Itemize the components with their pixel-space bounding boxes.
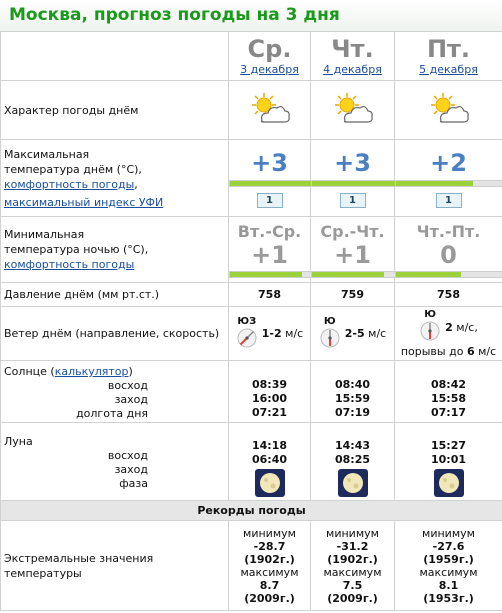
- rec-min-year: (1959г.): [423, 552, 474, 566]
- day-length: 07:19: [334, 406, 370, 419]
- weather-char-row: [1, 81, 502, 140]
- min-temp-row: [1, 217, 502, 283]
- min-temp-value: 0: [440, 240, 457, 269]
- night-period-label: Ср.-Чт.: [320, 221, 385, 241]
- uv-index-badge: 1: [257, 193, 283, 208]
- records-header-row: [1, 501, 502, 521]
- min-temp-cell: [395, 217, 502, 283]
- records-row: [1, 521, 502, 611]
- moonrise-time: 14:43: [334, 439, 370, 452]
- night-period-label: Чт.-Пт.: [416, 221, 481, 241]
- comfort-bar: [395, 180, 502, 187]
- wind-dir-block: [236, 316, 258, 352]
- max-temp-label-line1: Максимальная: [4, 147, 90, 161]
- moon-phase-icon: [255, 469, 285, 497]
- comma: ,: [134, 177, 138, 191]
- records-cell: [229, 521, 311, 611]
- night-comfort-link[interactable]: комфортность погоды: [4, 258, 135, 271]
- day-header: [229, 32, 311, 81]
- forecast-table: [0, 31, 502, 611]
- sun-calculator-link[interactable]: калькулятор: [54, 365, 129, 378]
- min-temp-cell: [229, 217, 311, 283]
- wind-content: [229, 316, 310, 352]
- sunrise-time: 08:42: [430, 378, 466, 391]
- rec-max-year: (2009г.): [244, 591, 295, 605]
- day-date-link[interactable]: 5 декабря: [419, 63, 478, 76]
- sunset-time: 16:00: [251, 392, 287, 405]
- wind-gusts-line: [395, 345, 502, 358]
- moon-label-cell: [1, 423, 229, 501]
- night-comfort-bar: [395, 271, 502, 278]
- extreme-label-line1: Экстремальные значения: [4, 551, 154, 565]
- sunset-label: заход: [114, 393, 148, 406]
- comfort-link[interactable]: комфортность погоды: [4, 177, 135, 191]
- min-temp-label-line2: температура ночью (°С),: [4, 243, 149, 256]
- comfort-bar-fill: [230, 181, 314, 186]
- wind-direction-icon: [236, 327, 258, 349]
- min-temp-label: [1, 217, 229, 283]
- day-name: Ср.: [247, 35, 292, 63]
- max-temp-cell: [395, 140, 502, 217]
- moonset-time: 10:01: [430, 453, 466, 466]
- moon-cell: [229, 423, 311, 501]
- wind-direction-icon: [319, 327, 341, 349]
- sunset-time: 15:58: [430, 392, 466, 405]
- max-temp-row: [1, 140, 502, 217]
- wind-direction: Ю: [323, 315, 336, 327]
- rec-max-year: (2009г.): [327, 591, 378, 605]
- sunset-time: 15:59: [334, 392, 370, 405]
- wind-unit: м/с: [285, 327, 304, 340]
- moon-cell: [311, 423, 395, 501]
- night-comfort-bar-fill: [396, 272, 461, 277]
- wind-gusts-unit: м/с: [478, 345, 497, 358]
- day-name: Пт.: [426, 35, 471, 63]
- wind-speed: 2-5: [344, 327, 365, 340]
- uv-index-badge: 1: [340, 193, 366, 208]
- header-empty-cell: [1, 32, 229, 81]
- moonset-time: 08:25: [334, 453, 370, 466]
- rec-max-value: 7.5: [342, 578, 363, 592]
- comfort-link-line: [4, 177, 228, 192]
- day-date-link[interactable]: 4 декабря: [323, 63, 382, 76]
- sun-label-cell: [1, 361, 229, 423]
- wind-cell: [311, 307, 395, 361]
- day-header: [311, 32, 395, 81]
- rec-max-value: 8.1: [438, 578, 459, 592]
- wind-speed-block: [262, 327, 303, 340]
- pressure-value: 759: [311, 283, 395, 307]
- sun-row: [1, 361, 502, 423]
- wind-cell: [229, 307, 311, 361]
- rec-min-year: (1902г.): [327, 552, 378, 566]
- rec-min-label: минимум: [326, 526, 379, 540]
- night-comfort-link-line: [4, 257, 228, 272]
- sun-cell: [395, 361, 502, 423]
- wind-direction: ЮЗ: [237, 315, 257, 327]
- day-name: Чт.: [331, 35, 374, 63]
- pressure-row: [1, 283, 502, 307]
- max-temp-label: [1, 140, 229, 217]
- night-period-label: Вт.-Ср.: [237, 221, 302, 241]
- wind-unit: м/с: [368, 327, 387, 340]
- moon-cell: [395, 423, 502, 501]
- min-temp-value: +1: [334, 240, 371, 269]
- comfort-bar-fill: [312, 181, 396, 186]
- weather-icon-cell: [229, 81, 311, 140]
- sunrise-time: 08:39: [251, 378, 287, 391]
- wind-direction: Ю: [424, 309, 437, 320]
- rec-max-value: 8.7: [259, 578, 280, 592]
- moonrise-time: 14:18: [251, 439, 287, 452]
- pressure-value: 758: [395, 283, 502, 307]
- day-length: 07:21: [251, 406, 287, 419]
- extreme-label: [1, 521, 229, 611]
- min-temp-cell: [311, 217, 395, 283]
- weather-icon-cell: [395, 81, 502, 140]
- sun-prefix: Солнце (: [4, 365, 55, 378]
- records-cell: [395, 521, 502, 611]
- moon-phase-icon: [338, 469, 368, 497]
- rec-max-year: (1953г.): [423, 591, 474, 605]
- moonset-time: 06:40: [251, 453, 287, 466]
- pressure-label: Давление днём (мм рт.ст.): [1, 283, 229, 307]
- min-temp-label-line1: Минимальная: [4, 228, 85, 241]
- sunrise-time: 08:40: [334, 378, 370, 391]
- rec-max-label: максимум: [419, 565, 478, 579]
- max-temp-value: +3: [251, 148, 288, 177]
- max-temp-cell: [229, 140, 311, 217]
- moon-title: Луна: [4, 435, 33, 448]
- days-header-row: [1, 32, 502, 81]
- extreme-label-line2: температуры: [4, 566, 82, 580]
- rec-max-label: максимум: [240, 565, 299, 579]
- sun-title-line: [4, 364, 228, 379]
- wind-cell: [395, 307, 502, 361]
- sun-cell: [229, 361, 311, 423]
- day-length-label: долгота дня: [76, 407, 148, 420]
- wind-content: [311, 316, 394, 352]
- sun-behind-cloud-icon: [248, 91, 292, 127]
- wind-label: Ветер днём (направление, скорость): [1, 307, 229, 361]
- wind-speed-block: [345, 327, 386, 340]
- sun-behind-cloud-icon: [427, 91, 471, 127]
- records-cell: [311, 521, 395, 611]
- rec-min-value: -28.7: [253, 539, 286, 553]
- moonrise-label: восход: [107, 449, 148, 462]
- day-date-link[interactable]: 3 декабря: [240, 63, 299, 76]
- night-comfort-bar-fill: [230, 272, 302, 277]
- uv-index-link[interactable]: максимальный индекс УФИ: [4, 195, 164, 209]
- uv-link-line: [4, 195, 228, 210]
- sunrise-label: восход: [107, 379, 148, 392]
- moonset-label: заход: [114, 463, 148, 476]
- moon-phase-icon: [434, 469, 464, 497]
- comfort-bar-fill: [396, 181, 473, 186]
- wind-dir-block: [419, 309, 441, 345]
- moonrise-time: 15:27: [430, 439, 466, 452]
- page-title: Москва, прогноз погоды на 3 дня: [0, 0, 502, 31]
- wind-speed-block: [445, 321, 478, 334]
- rec-min-year: (1902г.): [244, 552, 295, 566]
- rec-min-label: минимум: [243, 526, 296, 540]
- wind-speed: 2: [445, 320, 453, 334]
- sun-cell: [311, 361, 395, 423]
- min-temp-value: +1: [251, 240, 288, 269]
- rec-min-value: -31.2: [336, 539, 369, 553]
- wind-gusts-label: порывы до: [400, 345, 464, 358]
- wind-unit: м/с,: [456, 320, 478, 334]
- wind-row: [1, 307, 502, 361]
- records-header: Рекорды погоды: [1, 501, 502, 521]
- sun-behind-cloud-icon: [331, 91, 375, 127]
- weather-icon-cell: [311, 81, 395, 140]
- rec-max-label: максимум: [323, 565, 382, 579]
- uv-index-badge: 1: [436, 193, 462, 208]
- max-temp-value: +3: [334, 148, 371, 177]
- pressure-value: 758: [229, 283, 311, 307]
- sun-suffix: ): [128, 365, 133, 378]
- rec-min-value: -27.6: [432, 539, 465, 553]
- day-header: [395, 32, 502, 81]
- day-length: 07:17: [430, 406, 466, 419]
- wind-content: [395, 309, 502, 345]
- weather-char-label: Характер погоды днём: [1, 81, 229, 140]
- wind-speed: 1-2: [261, 327, 282, 340]
- wind-dir-block: [319, 316, 341, 352]
- moon-phase-label: фаза: [119, 477, 148, 490]
- max-temp-label-line2: температура днём (°С),: [4, 162, 142, 176]
- moon-row: [1, 423, 502, 501]
- night-comfort-bar-fill: [312, 272, 384, 277]
- rec-min-label: минимум: [422, 526, 475, 540]
- max-temp-value: +2: [430, 148, 467, 177]
- wind-gusts-value: 6: [466, 345, 475, 358]
- wind-direction-icon: [419, 320, 441, 342]
- max-temp-cell: [311, 140, 395, 217]
